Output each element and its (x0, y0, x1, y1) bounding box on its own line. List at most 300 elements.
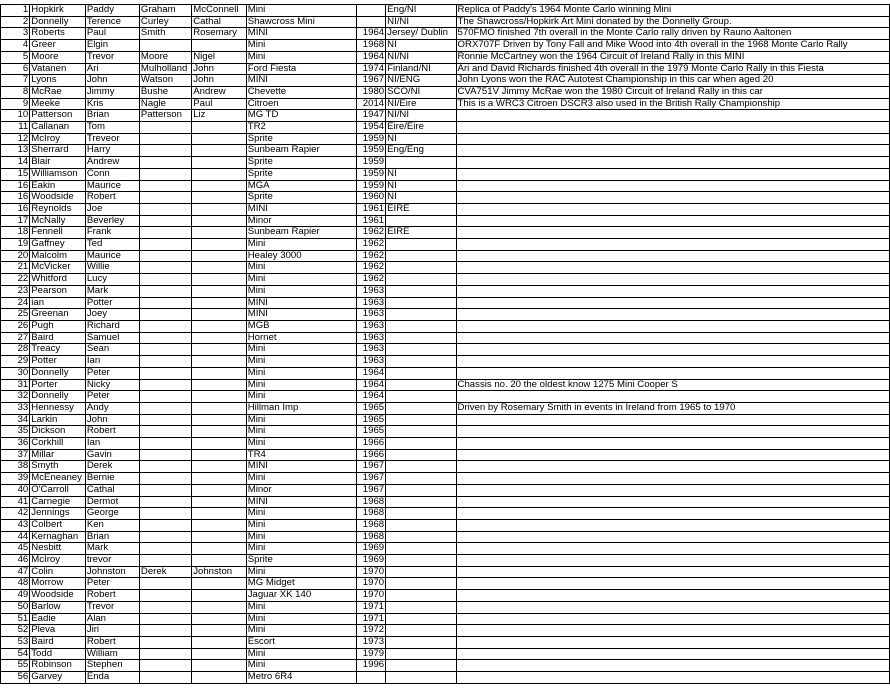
cell-codriver-forename (192, 555, 247, 567)
cell-entry-number: 44 (1, 531, 30, 543)
cell-nationality: EIRE (386, 203, 456, 215)
cell-driver-forename: Andy (85, 402, 139, 414)
cell-codriver-surname (139, 578, 191, 590)
cell-driver-forename: Ian (85, 356, 139, 368)
cell-driver-forename: Brian (85, 531, 139, 543)
table-row (1, 473, 890, 485)
cell-year: 1964 (357, 28, 386, 40)
cell-codriver-forename: Andrew (192, 86, 247, 98)
cell-codriver-forename: Johnston (192, 566, 247, 578)
cell-driver-surname: Corkhill (30, 438, 86, 450)
cell-driver-forename: Joey (85, 309, 139, 321)
cell-driver-forename: Andrew (85, 157, 139, 169)
table-row (1, 122, 890, 134)
cell-entry-number: 46 (1, 555, 30, 567)
cell-entry-number: 56 (1, 672, 30, 684)
cell-car-model: Chevette (246, 86, 357, 98)
cell-entry-number: 52 (1, 625, 30, 637)
cell-nationality (386, 660, 456, 672)
table-row (1, 461, 890, 473)
cell-notes (456, 227, 889, 239)
cell-nationality (386, 426, 456, 438)
cell-nationality (386, 332, 456, 344)
cell-entry-number: 32 (1, 391, 30, 403)
cell-driver-forename: Enda (85, 672, 139, 684)
cell-codriver-surname (139, 122, 191, 134)
cell-driver-forename: Derek (85, 461, 139, 473)
cell-year: 1971 (357, 601, 386, 613)
cell-codriver-forename (192, 285, 247, 297)
cell-notes (456, 262, 889, 274)
cell-driver-surname: Vatanen (30, 63, 86, 75)
cell-entry-number: 5 (1, 51, 30, 63)
cell-driver-forename: Trevor (85, 601, 139, 613)
cell-nationality: Finland/NI (386, 63, 456, 75)
cell-notes (456, 285, 889, 297)
cell-nationality (386, 379, 456, 391)
cell-codriver-forename (192, 145, 247, 157)
cell-car-model: Sprite (246, 133, 357, 145)
cell-codriver-forename (192, 601, 247, 613)
cell-codriver-surname (139, 438, 191, 450)
cell-car-model: Mini (246, 262, 357, 274)
cell-year: 1980 (357, 86, 386, 98)
cell-driver-forename: Beverley (85, 215, 139, 227)
table-row (1, 309, 890, 321)
cell-entry-number: 34 (1, 414, 30, 426)
cell-codriver-forename (192, 543, 247, 555)
cell-driver-surname: Larkin (30, 414, 86, 426)
cell-driver-surname: Millar (30, 449, 86, 461)
cell-codriver-forename (192, 356, 247, 368)
cell-driver-forename: Frank (85, 227, 139, 239)
cell-entry-number: 10 (1, 110, 30, 122)
cell-car-model: MGB (246, 320, 357, 332)
cell-codriver-forename (192, 250, 247, 262)
cell-car-model: MG TD (246, 110, 357, 122)
cell-car-model: MINI (246, 309, 357, 321)
cell-codriver-surname (139, 239, 191, 251)
cell-entry-number: 31 (1, 379, 30, 391)
cell-year: 1967 (357, 473, 386, 485)
cell-car-model: Mini (246, 379, 357, 391)
cell-notes (456, 461, 889, 473)
cell-driver-forename: Ken (85, 519, 139, 531)
cell-entry-number: 30 (1, 367, 30, 379)
cell-entry-number: 37 (1, 449, 30, 461)
cell-entry-number: 23 (1, 285, 30, 297)
cell-nationality (386, 239, 456, 251)
cell-year: 1963 (357, 332, 386, 344)
cell-car-model: MG Midget (246, 578, 357, 590)
cell-codriver-forename (192, 262, 247, 274)
cell-codriver-surname (139, 543, 191, 555)
cell-codriver-forename: Rosemary (192, 28, 247, 40)
cell-driver-forename: George (85, 508, 139, 520)
cell-notes (456, 133, 889, 145)
cell-codriver-surname (139, 309, 191, 321)
cell-year: 1964 (357, 51, 386, 63)
cell-car-model: MINI (246, 75, 357, 87)
cell-notes: ORX707F Driven by Tony Fall and Mike Wood into 4th overall in the 1968 Monte Carlo Rally (456, 40, 889, 52)
cell-entry-number: 22 (1, 274, 30, 286)
table-row (1, 192, 890, 204)
cell-codriver-surname (139, 648, 191, 660)
cell-entry-number: 9 (1, 98, 30, 110)
cell-car-model: Sprite (246, 157, 357, 169)
cell-notes (456, 157, 889, 169)
cell-codriver-forename (192, 203, 247, 215)
cell-year: 1970 (357, 566, 386, 578)
cell-year: 1964 (357, 367, 386, 379)
cell-codriver-surname: Graham (139, 5, 191, 17)
table-row (1, 391, 890, 403)
cell-codriver-forename (192, 391, 247, 403)
cell-codriver-surname (139, 461, 191, 473)
cell-codriver-surname (139, 426, 191, 438)
cell-driver-forename: Mark (85, 543, 139, 555)
cell-nationality: NI/NI (386, 51, 456, 63)
table-row (1, 484, 890, 496)
cell-codriver-forename (192, 496, 247, 508)
cell-entry-number: 42 (1, 508, 30, 520)
cell-codriver-surname: Smith (139, 28, 191, 40)
cell-nationality (386, 285, 456, 297)
cell-codriver-forename: Liz (192, 110, 247, 122)
cell-nationality (386, 367, 456, 379)
cell-notes (456, 391, 889, 403)
cell-codriver-forename (192, 484, 247, 496)
cell-notes (456, 566, 889, 578)
cell-driver-surname: ian (30, 297, 86, 309)
cell-codriver-surname (139, 180, 191, 192)
cell-nationality: Eng/NI (386, 5, 456, 17)
cell-notes (456, 636, 889, 648)
cell-codriver-surname (139, 414, 191, 426)
cell-year (357, 5, 386, 17)
table-row (1, 426, 890, 438)
cell-notes (456, 332, 889, 344)
cell-entry-number: 16 (1, 180, 30, 192)
table-row (1, 297, 890, 309)
cell-year: 1967 (357, 461, 386, 473)
cell-car-model: MINI (246, 461, 357, 473)
cell-nationality: NI (386, 180, 456, 192)
cell-codriver-surname: Nagle (139, 98, 191, 110)
cell-notes (456, 215, 889, 227)
cell-codriver-forename (192, 660, 247, 672)
cell-nationality (386, 672, 456, 684)
cell-year: 1979 (357, 648, 386, 660)
cell-year: 1973 (357, 636, 386, 648)
cell-nationality (386, 496, 456, 508)
cell-codriver-forename (192, 332, 247, 344)
cell-entry-number: 3 (1, 28, 30, 40)
cell-car-model: Mini (246, 40, 357, 52)
cell-driver-forename: Potter (85, 297, 139, 309)
cell-year: 1963 (357, 297, 386, 309)
table-row (1, 379, 890, 391)
cell-driver-surname: O'Carroll (30, 484, 86, 496)
cell-driver-forename: Gavin (85, 449, 139, 461)
cell-car-model: Mini (246, 625, 357, 637)
cell-nationality (386, 566, 456, 578)
cell-entry-number: 41 (1, 496, 30, 508)
cell-driver-forename: Cathal (85, 484, 139, 496)
cell-codriver-forename (192, 309, 247, 321)
cell-nationality (386, 449, 456, 461)
cell-codriver-forename (192, 613, 247, 625)
cell-car-model: MINI (246, 496, 357, 508)
cell-codriver-surname (139, 519, 191, 531)
cell-codriver-forename (192, 379, 247, 391)
table-row (1, 402, 890, 414)
cell-driver-surname: Kernaghan (30, 531, 86, 543)
cell-codriver-surname: Moore (139, 51, 191, 63)
cell-notes (456, 356, 889, 368)
cell-notes: This is a WRC3 Citroen DSCR3 also used in the British Rally Championship (456, 98, 889, 110)
cell-codriver-forename: Cathal (192, 16, 247, 28)
cell-driver-forename: Trevor (85, 51, 139, 63)
cell-driver-forename: Harry (85, 145, 139, 157)
cell-notes (456, 192, 889, 204)
cell-nationality (386, 578, 456, 590)
cell-car-model: Mini (246, 344, 357, 356)
cell-notes (456, 297, 889, 309)
table-row (1, 672, 890, 684)
cell-entry-number: 36 (1, 438, 30, 450)
cell-codriver-forename (192, 122, 247, 134)
cell-entry-number: 28 (1, 344, 30, 356)
cell-car-model: Mini (246, 426, 357, 438)
cell-year: 1965 (357, 402, 386, 414)
cell-nationality (386, 438, 456, 450)
cell-driver-surname: McNally (30, 215, 86, 227)
cell-car-model: Mini (246, 473, 357, 485)
table-row (1, 250, 890, 262)
table-row (1, 566, 890, 578)
cell-notes: 570FMO finished 7th overall in the Monte Carlo rally driven by Rauno Aaltonen (456, 28, 889, 40)
table-row (1, 227, 890, 239)
cell-entry-number: 26 (1, 320, 30, 332)
cell-nationality (386, 391, 456, 403)
cell-year: 1962 (357, 227, 386, 239)
cell-driver-surname: Malcolm (30, 250, 86, 262)
cell-nationality: EIRE (386, 227, 456, 239)
cell-nationality (386, 274, 456, 286)
cell-driver-forename: Bernie (85, 473, 139, 485)
cell-year: 1974 (357, 63, 386, 75)
cell-driver-forename: Robert (85, 590, 139, 602)
cell-entry-number: 54 (1, 648, 30, 660)
cell-car-model: Sunbeam Rapier (246, 227, 357, 239)
table-row (1, 203, 890, 215)
cell-driver-forename: Tom (85, 122, 139, 134)
cell-notes: Driven by Rosemary Smith in events in Ireland from 1965 to 1970 (456, 402, 889, 414)
cell-nationality (386, 215, 456, 227)
cell-year: 1961 (357, 203, 386, 215)
cell-car-model: Ford Fiesta (246, 63, 357, 75)
cell-codriver-forename (192, 672, 247, 684)
cell-nationality (386, 484, 456, 496)
cell-driver-surname: McVicker (30, 262, 86, 274)
table-row (1, 51, 890, 63)
cell-nationality: NI/NI (386, 16, 456, 28)
cell-entry-number: 48 (1, 578, 30, 590)
cell-codriver-forename (192, 590, 247, 602)
cell-driver-surname: Treacy (30, 344, 86, 356)
cell-driver-surname: Hennessy (30, 402, 86, 414)
cell-nationality (386, 157, 456, 169)
cell-notes (456, 519, 889, 531)
cell-driver-forename: Johnston (85, 566, 139, 578)
cell-driver-forename: Lucy (85, 274, 139, 286)
cell-entry-number: 24 (1, 297, 30, 309)
table-row (1, 601, 890, 613)
table-row (1, 660, 890, 672)
cell-notes (456, 449, 889, 461)
cell-driver-surname: Donnelly (30, 367, 86, 379)
cell-year: 1959 (357, 180, 386, 192)
cell-codriver-forename (192, 438, 247, 450)
cell-driver-forename: Nicky (85, 379, 139, 391)
cell-entry-number: 38 (1, 461, 30, 473)
cell-driver-surname: Roberts (30, 28, 86, 40)
cell-codriver-surname (139, 379, 191, 391)
cell-notes (456, 320, 889, 332)
table-row (1, 215, 890, 227)
cell-entry-number: 14 (1, 157, 30, 169)
cell-codriver-forename (192, 40, 247, 52)
cell-codriver-forename (192, 157, 247, 169)
cell-year: 1964 (357, 391, 386, 403)
cell-nationality: NI (386, 133, 456, 145)
cell-notes: Chassis no. 20 the oldest know 1275 Mini Cooper S (456, 379, 889, 391)
cell-notes (456, 555, 889, 567)
cell-codriver-surname (139, 40, 191, 52)
cell-nationality: Jersey/ Dublin (386, 28, 456, 40)
cell-codriver-forename (192, 426, 247, 438)
table-row (1, 168, 890, 180)
cell-year: 1963 (357, 285, 386, 297)
cell-codriver-surname (139, 297, 191, 309)
cell-entry-number: 53 (1, 636, 30, 648)
cell-notes (456, 508, 889, 520)
cell-car-model: Mini (246, 519, 357, 531)
cell-car-model: Minor (246, 484, 357, 496)
cell-driver-surname: Potter (30, 356, 86, 368)
cell-driver-surname: Hopkirk (30, 5, 86, 17)
cell-codriver-forename: John (192, 75, 247, 87)
cell-driver-surname: Blair (30, 157, 86, 169)
cell-driver-forename: Joe (85, 203, 139, 215)
cell-driver-forename: Conn (85, 168, 139, 180)
cell-year: 1959 (357, 133, 386, 145)
cell-year: 1966 (357, 449, 386, 461)
cell-driver-surname: Callanan (30, 122, 86, 134)
cell-year: 2014 (357, 98, 386, 110)
cell-year: 1963 (357, 320, 386, 332)
cell-notes (456, 414, 889, 426)
table-row (1, 320, 890, 332)
cell-driver-forename: John (85, 75, 139, 87)
table-row (1, 157, 890, 169)
cell-codriver-surname (139, 449, 191, 461)
cell-notes (456, 484, 889, 496)
cell-driver-forename: Robert (85, 636, 139, 648)
cell-year: 1962 (357, 274, 386, 286)
cell-codriver-forename (192, 274, 247, 286)
cell-nationality (386, 531, 456, 543)
cell-codriver-forename (192, 239, 247, 251)
cell-driver-forename: Maurice (85, 180, 139, 192)
table-row (1, 86, 890, 98)
cell-year: 1963 (357, 356, 386, 368)
cell-nationality (386, 402, 456, 414)
cell-notes (456, 250, 889, 262)
table-row (1, 356, 890, 368)
cell-notes: Ronnie McCartney won the 1964 Circuit of Ireland Rally in this MINI (456, 51, 889, 63)
cell-driver-surname: Morrow (30, 578, 86, 590)
cell-driver-forename: Ted (85, 239, 139, 251)
cell-driver-surname: Pleva (30, 625, 86, 637)
cell-nationality (386, 543, 456, 555)
cell-driver-forename: Terence (85, 16, 139, 28)
cell-entry-number: 39 (1, 473, 30, 485)
cell-driver-forename: Ian (85, 438, 139, 450)
cell-codriver-forename (192, 519, 247, 531)
cell-driver-forename: John (85, 414, 139, 426)
cell-notes (456, 613, 889, 625)
cell-driver-surname: McEneaney (30, 473, 86, 485)
cell-year: 1967 (357, 484, 386, 496)
cell-year: 1959 (357, 157, 386, 169)
cell-codriver-surname (139, 660, 191, 672)
cell-year: 1996 (357, 660, 386, 672)
cell-driver-surname: Baird (30, 636, 86, 648)
cell-codriver-forename (192, 648, 247, 660)
cell-codriver-forename: John (192, 63, 247, 75)
cell-notes (456, 122, 889, 134)
table-row (1, 63, 890, 75)
cell-car-model: Hornet (246, 332, 357, 344)
cell-year (357, 16, 386, 28)
table-row (1, 519, 890, 531)
cell-codriver-surname: Curley (139, 16, 191, 28)
cell-nationality (386, 320, 456, 332)
cell-notes (456, 578, 889, 590)
table-row (1, 5, 890, 17)
cell-car-model: Sprite (246, 192, 357, 204)
cell-driver-forename: Paul (85, 28, 139, 40)
cell-nationality (386, 262, 456, 274)
cell-codriver-forename (192, 192, 247, 204)
cell-driver-forename: Richard (85, 320, 139, 332)
table-row (1, 625, 890, 637)
cell-entry-number: 6 (1, 63, 30, 75)
cell-codriver-forename (192, 344, 247, 356)
cell-driver-forename: Peter (85, 391, 139, 403)
cell-car-model: MINI (246, 203, 357, 215)
cell-entry-number: 20 (1, 250, 30, 262)
cell-nationality (386, 356, 456, 368)
cell-codriver-forename (192, 473, 247, 485)
cell-entry-number: 12 (1, 133, 30, 145)
table-row (1, 274, 890, 286)
cell-driver-surname: McIroy (30, 555, 86, 567)
cell-codriver-surname (139, 590, 191, 602)
table-row (1, 438, 890, 450)
